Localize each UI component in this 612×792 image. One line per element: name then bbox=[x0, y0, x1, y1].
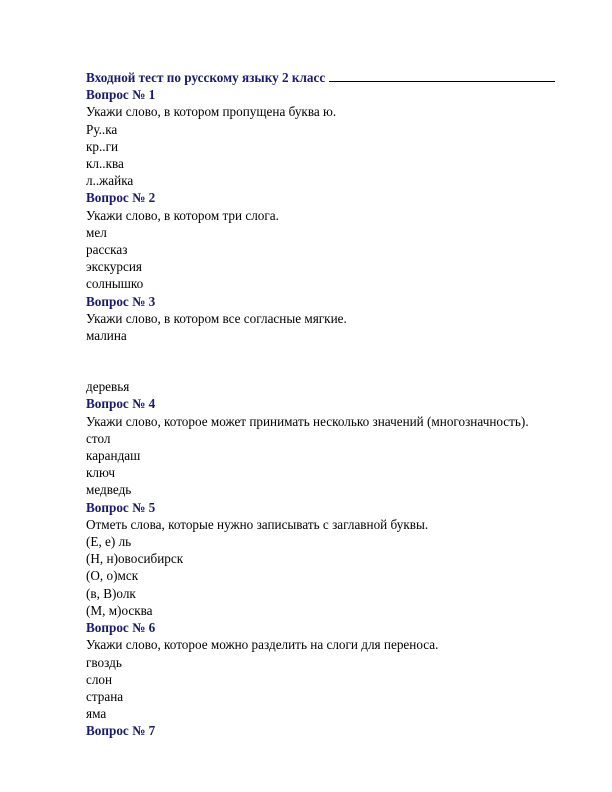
question-5-option[interactable]: (Н, н)овосибирск bbox=[86, 551, 184, 567]
question-1-option[interactable]: л..жайка bbox=[86, 173, 134, 189]
question-4-option[interactable]: карандаш bbox=[86, 448, 141, 464]
question-2-prompt: Укажи слово, в котором три слога. bbox=[86, 207, 279, 223]
question-6-option[interactable]: слон bbox=[86, 671, 113, 687]
question-3-option[interactable]: малина bbox=[86, 328, 127, 344]
question-4-prompt: Укажи слово, которое может принимать несколько значений (многозначность). bbox=[86, 413, 529, 429]
question-6-option[interactable]: яма bbox=[86, 706, 107, 722]
question-3-option[interactable]: деревья bbox=[86, 379, 130, 395]
question-2-option[interactable]: мел bbox=[86, 224, 107, 240]
question-2-option[interactable]: экскурсия bbox=[86, 259, 142, 275]
test-content bbox=[86, 68, 586, 740]
question-5-option[interactable]: (в, В)олк bbox=[86, 585, 136, 601]
question-5-option[interactable]: (Е, е) ль bbox=[86, 534, 132, 550]
question-4-option[interactable]: стол bbox=[86, 430, 111, 446]
question-5-option[interactable]: (М, м)осква bbox=[86, 602, 153, 618]
question-5-prompt: Отметь слова, которые нужно записывать с заглавной буквы. bbox=[86, 516, 429, 532]
question-5-header: Вопрос № 5 bbox=[86, 499, 156, 515]
blank-gap bbox=[86, 344, 586, 378]
question-1-option[interactable]: кл..ква bbox=[86, 156, 124, 172]
question-4-option[interactable]: медведь bbox=[86, 482, 132, 498]
question-3-prompt: Укажи слово, в котором все согласные мягкие. bbox=[86, 310, 347, 326]
test-title-row bbox=[86, 68, 586, 86]
question-2-option[interactable]: солнышко bbox=[86, 276, 144, 292]
test-title: Входной тест по русскому языку 2 класс bbox=[86, 70, 326, 85]
question-1-header: Вопрос № 1 bbox=[86, 87, 156, 103]
question-4-option[interactable]: ключ bbox=[86, 465, 115, 481]
question-3-header: Вопрос № 3 bbox=[86, 293, 156, 309]
question-5-option[interactable]: (О, о)мск bbox=[86, 568, 139, 584]
question-7-header: Вопрос № 7 bbox=[86, 723, 156, 739]
question-6-option[interactable]: страна bbox=[86, 688, 124, 704]
question-2-option[interactable]: рассказ bbox=[86, 242, 128, 258]
question-1-option[interactable]: кр..ги bbox=[86, 138, 119, 154]
question-6-prompt: Укажи слово, которое можно разделить на слоги для переноса. bbox=[86, 637, 439, 653]
question-6-option[interactable]: гвоздь bbox=[86, 654, 122, 670]
question-2-header: Вопрос № 2 bbox=[86, 190, 156, 206]
question-1-prompt: Укажи слово, в котором пропущена буква ю. bbox=[86, 104, 337, 120]
question-4-header: Вопрос № 4 bbox=[86, 396, 156, 412]
question-1-option[interactable]: Ру..ка bbox=[86, 121, 118, 137]
name-blank-line bbox=[329, 68, 555, 82]
question-6-header: Вопрос № 6 bbox=[86, 620, 156, 636]
